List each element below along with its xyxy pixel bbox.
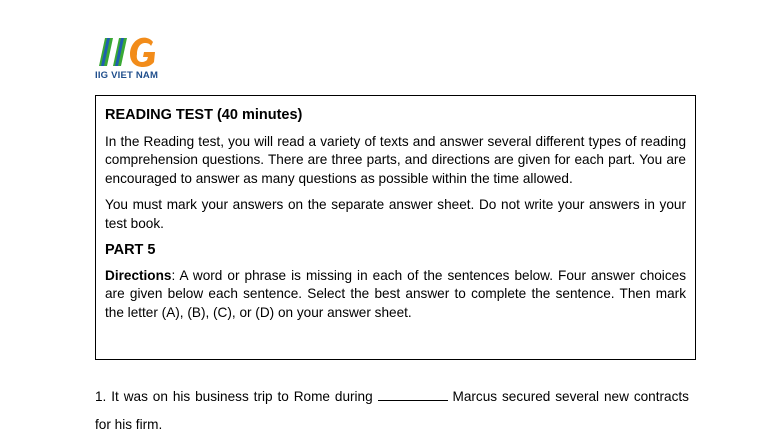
reading-test-title-duration: (40 minutes) — [212, 107, 303, 123]
part-heading: PART 5 — [105, 242, 156, 258]
logo-text: IIG VIET NAM — [95, 70, 159, 81]
reading-test-title — [105, 106, 686, 125]
iig-logo-mark-icon — [95, 36, 161, 68]
question-1 — [95, 383, 689, 439]
reading-test-title-bold: READING TEST — [105, 107, 213, 123]
directions-paragraph — [105, 267, 686, 323]
answer-sheet-instruction-paragraph: You must mark your answers on the separate answer sheet. Do not write your answers in your test book. — [105, 197, 686, 231]
directions-text: : A word or phrase is missing in each of the sentences below. Four answer choices are given below each sentence. Select the best answer to complete the sentence. Then mark the letter (A), (B), (C), or (D) on your answer sheet. — [105, 267, 686, 320]
question-text-after-blank: Marcus secured several new contracts for his firm. — [95, 389, 689, 432]
iig-logo — [95, 36, 165, 84]
reading-test-intro-paragraph: In the Reading test, you will read a variety of texts and answer several different types of reading comprehension questions. There are three parts, and directions are given for each part. You are encouraged to answer as many questions as possible within the time allowed. — [105, 133, 686, 186]
question-text-before-blank: 1. It was on his business trip to Rome during — [95, 389, 378, 404]
directions-label: Directions — [105, 267, 172, 283]
answer-blank — [378, 390, 448, 401]
reading-test-instructions-box — [95, 95, 696, 360]
